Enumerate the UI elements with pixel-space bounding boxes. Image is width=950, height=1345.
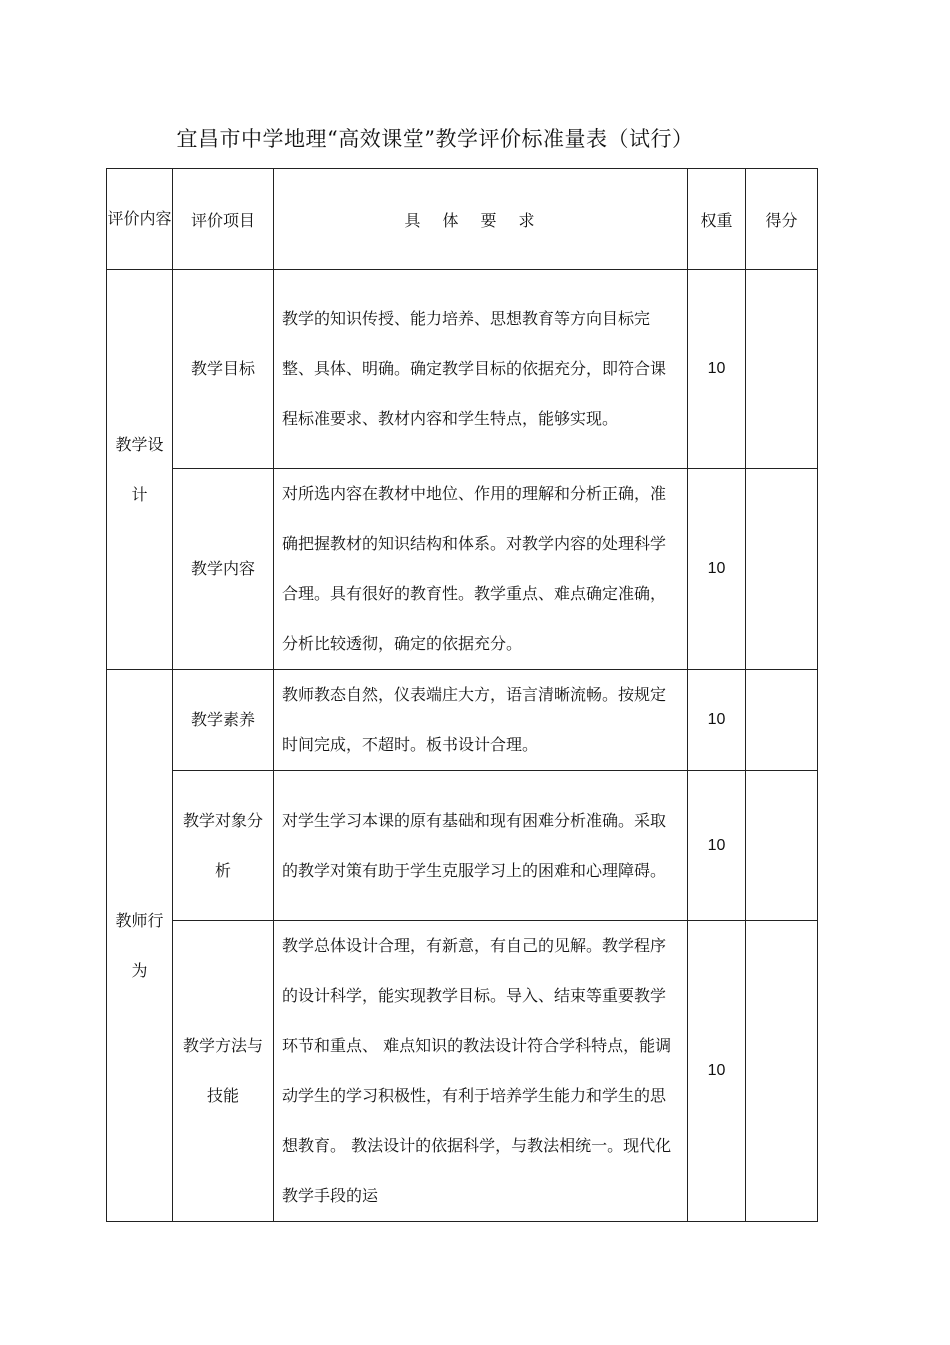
score-cell[interactable] bbox=[746, 469, 818, 670]
requirements-cell: 教师教态自然，仪表端庄大方，语言清晰流畅。按规定时间完成，不超时。板书设计合理。 bbox=[274, 670, 688, 771]
header-content: 评价内容 bbox=[107, 169, 173, 270]
score-cell[interactable] bbox=[746, 270, 818, 469]
weight-cell: 10 bbox=[688, 270, 746, 469]
item-cell: 教学素养 bbox=[173, 670, 274, 771]
table-row bbox=[107, 670, 818, 771]
requirements-cell: 对所选内容在教材中地位、作用的理解和分析正确，准确把握教材的知识结构和体系。对教学内容的处理科学合理。具有很好的教育性。教学重点、难点确定准确，分析比较透彻，确定的依据充分。 bbox=[274, 469, 688, 670]
table-row bbox=[107, 270, 818, 469]
score-cell[interactable] bbox=[746, 921, 818, 1222]
requirements-cell: 对学生学习本课的原有基础和现有困难分析准确。采取的教学对策有助于学生克服学习上的困难和心理障碍。 bbox=[274, 771, 688, 921]
score-cell[interactable] bbox=[746, 771, 818, 921]
weight-cell: 10 bbox=[688, 771, 746, 921]
score-cell[interactable] bbox=[746, 670, 818, 771]
header-score: 得分 bbox=[746, 169, 818, 270]
table-header-row bbox=[107, 169, 818, 270]
weight-cell: 10 bbox=[688, 670, 746, 771]
requirements-cell: 教学的知识传授、能力培养、思想教育等方向目标完整、具体、明确。确定教学目标的依据充分，即符合课程标准要求、教材内容和学生特点，能够实现。 bbox=[274, 270, 688, 469]
table-row bbox=[107, 921, 818, 1222]
category-cell: 教师行为 bbox=[107, 670, 173, 1222]
table-row bbox=[107, 469, 818, 670]
header-item: 评价项目 bbox=[173, 169, 274, 270]
header-weight: 权重 bbox=[688, 169, 746, 270]
weight-cell: 10 bbox=[688, 921, 746, 1222]
item-cell: 教学对象分析 bbox=[173, 771, 274, 921]
evaluation-table bbox=[106, 168, 818, 1222]
requirements-cell: 教学总体设计合理，有新意，有自己的见解。教学程序的设计科学，能实现教学目标。导入、结束等重要教学环节和重点、 难点知识的教法设计符合学科特点，能调动学生的学习积极性，有利于培养学生能力和学生的思想教育。 教法设计的依据科学，与教法相统一。现代化教学手段的运 bbox=[274, 921, 688, 1222]
weight-cell: 10 bbox=[688, 469, 746, 670]
item-cell: 教学目标 bbox=[173, 270, 274, 469]
item-cell: 教学内容 bbox=[173, 469, 274, 670]
table-row bbox=[107, 771, 818, 921]
category-cell: 教学设计 bbox=[107, 270, 173, 670]
page-title: 宜昌市中学地理“高效课堂”教学评价标准量表（试行） bbox=[176, 127, 694, 151]
header-requirements: 具体要求 bbox=[274, 169, 688, 270]
item-cell: 教学方法与技能 bbox=[173, 921, 274, 1222]
